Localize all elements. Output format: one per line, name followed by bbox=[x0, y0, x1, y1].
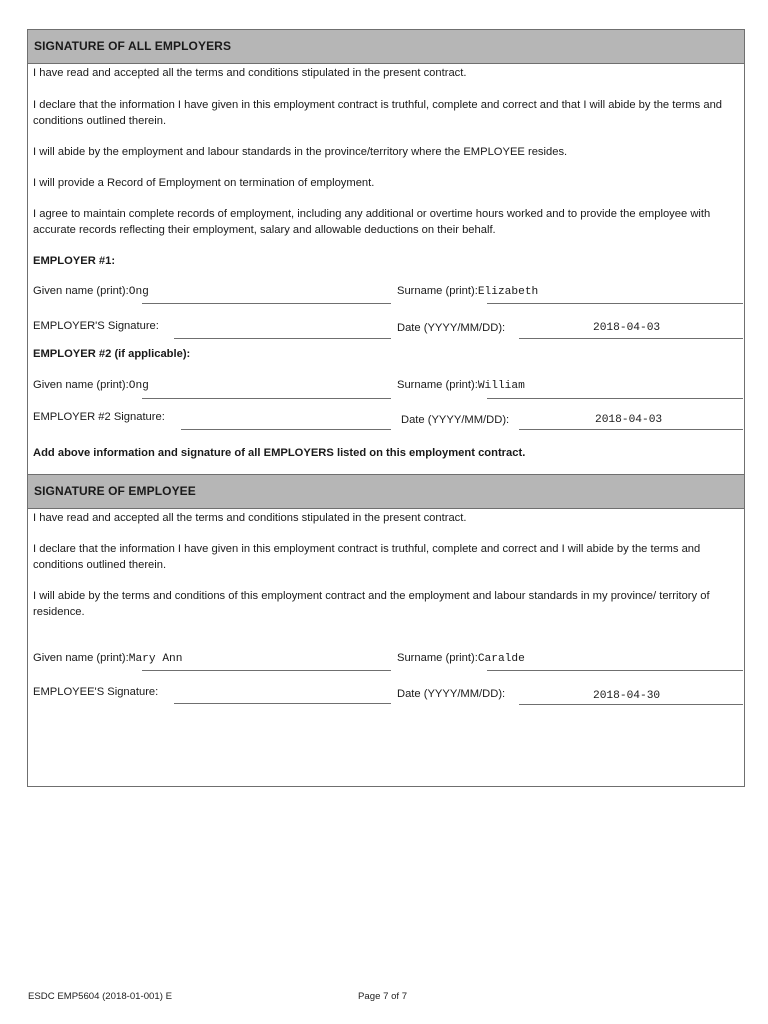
employer2-surname-underline bbox=[487, 398, 743, 399]
divider bbox=[28, 508, 744, 509]
employer2-given-name-field[interactable] bbox=[33, 377, 149, 394]
employee-surname-field[interactable] bbox=[397, 650, 525, 667]
divider bbox=[28, 63, 744, 64]
employer-statement-maintain-records: I agree to maintain complete records of employment, including any additional or overtime hours worked and to provide the employee with accurate records reflecting their employment, salary and allowable deductions on their behalf. bbox=[33, 208, 711, 236]
employer1-surname-underline bbox=[487, 303, 743, 304]
employer2-signature-label: EMPLOYER #2 Signature: bbox=[33, 411, 165, 423]
employer1-date-value[interactable]: 2018-04-03 bbox=[593, 322, 661, 334]
employer1-given-name-value: Ong bbox=[128, 286, 149, 298]
employer-statement-labour-standards: I will abide by the employment and labour standards in the province/territory where the EMPLOYEE resides. bbox=[33, 146, 568, 158]
employer1-surname-field[interactable] bbox=[397, 283, 538, 300]
surname-label: Surname (print): bbox=[397, 652, 478, 664]
employee-section-header: SIGNATURE OF EMPLOYEE bbox=[28, 475, 744, 508]
employer2-date-underline bbox=[519, 429, 743, 430]
employee-statement-labour-standards: I will abide by the terms and conditions of this employment contract and the employment and labour standards in my province/ territory of residence. bbox=[33, 590, 710, 618]
employer2-signature-line[interactable] bbox=[181, 429, 391, 430]
surname-label: Surname (print): bbox=[397, 285, 478, 297]
employer1-given-name-underline bbox=[142, 303, 391, 304]
employee-surname-value: Caralde bbox=[477, 653, 525, 665]
employer1-signature-label: EMPLOYER'S Signature: bbox=[33, 320, 159, 332]
employer-statement-record-of-employment: I will provide a Record of Employment on termination of employment. bbox=[33, 177, 375, 189]
employer-statement-truthful: I declare that the information I have given in this employment contract is truthful, complete and correct and that I will abide by the terms and conditions outlined therein. bbox=[33, 99, 723, 127]
employee-date-label: Date (YYYY/MM/DD): bbox=[397, 688, 506, 700]
employee-statement-read-terms: I have read and accepted all the terms and conditions stipulated in the present contract. bbox=[33, 512, 467, 524]
employer1-given-name-field[interactable] bbox=[33, 283, 149, 300]
employee-given-name-value: Mary Ann bbox=[128, 653, 183, 665]
add-employers-note: Add above information and signature of all EMPLOYERS listed on this employment contract. bbox=[33, 447, 526, 459]
employer2-given-name-underline bbox=[142, 398, 391, 399]
given-name-label: Given name (print): bbox=[33, 652, 129, 664]
employee-signature-line[interactable] bbox=[174, 703, 391, 704]
employee-statement-truthful: I declare that the information I have given in this employment contract is truthful, complete and correct and I will abide by the terms and conditions outlined therein. bbox=[33, 543, 701, 571]
employer2-given-name-value: Ong bbox=[128, 380, 149, 392]
employer2-heading: EMPLOYER #2 (if applicable): bbox=[33, 348, 191, 360]
employer-statement-read-terms: I have read and accepted all the terms and conditions stipulated in the present contract. bbox=[33, 67, 467, 79]
employer2-date-value[interactable]: 2018-04-03 bbox=[595, 414, 663, 426]
employer1-date-label: Date (YYYY/MM/DD): bbox=[397, 322, 506, 334]
form-id: ESDC EMP5604 (2018-01-001) E bbox=[28, 991, 172, 1002]
surname-label: Surname (print): bbox=[397, 379, 478, 391]
employer2-surname-value: William bbox=[477, 380, 525, 392]
employer2-date-label: Date (YYYY/MM/DD): bbox=[401, 414, 510, 426]
employee-date-value[interactable]: 2018-04-30 bbox=[593, 690, 661, 702]
employee-given-name-underline bbox=[142, 670, 391, 671]
page-number: Page 7 of 7 bbox=[358, 991, 408, 1002]
employee-given-name-field[interactable] bbox=[33, 650, 182, 667]
given-name-label: Given name (print): bbox=[33, 379, 129, 391]
employer1-surname-value: Elizabeth bbox=[477, 286, 539, 298]
employers-section-header: SIGNATURE OF ALL EMPLOYERS bbox=[28, 30, 744, 63]
employee-date-underline bbox=[519, 704, 743, 705]
employer1-heading: EMPLOYER #1: bbox=[33, 255, 116, 267]
employer1-date-underline bbox=[519, 338, 743, 339]
given-name-label: Given name (print): bbox=[33, 285, 129, 297]
signature-form bbox=[27, 29, 745, 787]
employee-surname-underline bbox=[487, 670, 743, 671]
employer1-signature-line[interactable] bbox=[174, 338, 391, 339]
employee-signature-label: EMPLOYEE'S Signature: bbox=[33, 686, 159, 698]
employer2-surname-field[interactable] bbox=[397, 377, 525, 394]
